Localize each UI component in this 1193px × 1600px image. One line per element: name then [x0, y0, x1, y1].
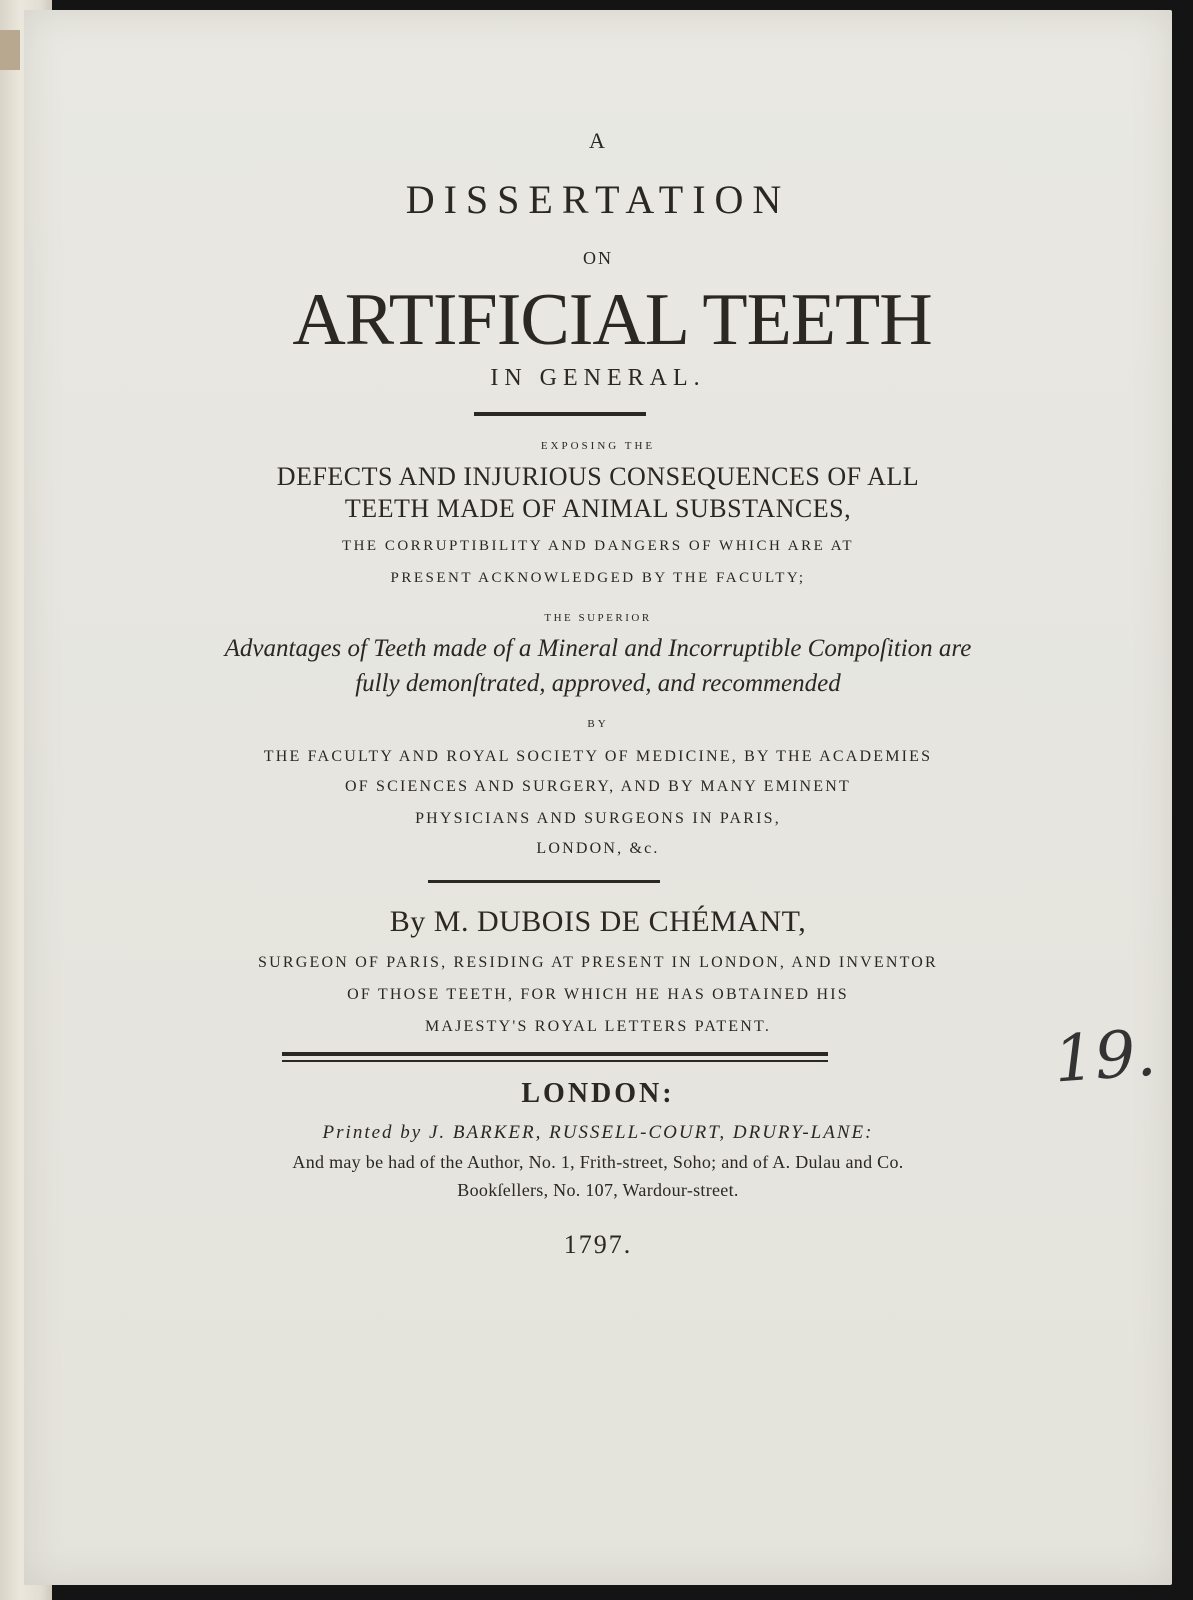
double-rule-bottom — [282, 1060, 828, 1062]
exposing-label: EXPOSING THE — [540, 440, 656, 452]
author-rule — [428, 880, 660, 883]
imprint-year: 1797. — [563, 1230, 633, 1259]
imprint-seller-2: Bookſellers, No. 107, Wardour-street. — [457, 1180, 739, 1200]
faculty-line-4: LONDON, &c. — [536, 840, 660, 857]
author-name: By M. DUBOIS DE CHÉMANT, — [389, 905, 807, 938]
title-rule — [474, 412, 646, 416]
surgeon-line-3: MAJESTY'S ROYAL LETTERS PATENT. — [424, 1018, 772, 1035]
title-on: ON — [583, 248, 613, 268]
defects-line-1: DEFECTS AND INJURIOUS CONSEQUENCES OF ALL — [276, 462, 920, 491]
title-artificial-teeth: ARTIFICIAL TEETH — [292, 279, 932, 361]
corruptibility-line-2: PRESENT ACKNOWLEDGED BY THE FACULTY; — [390, 570, 806, 586]
advantages-line-2: fully demonſtrated, approved, and recommended — [355, 670, 841, 697]
corruptibility-line-1: THE CORRUPTIBILITY AND DANGERS OF WHICH ARE AT — [341, 538, 855, 554]
title-in-general: IN GENERAL. — [490, 365, 706, 391]
superior-label: THE SUPERIOR — [544, 612, 652, 624]
advantages-line-1: Advantages of Teeth made of a Mineral and Incorruptible Compoſition are — [224, 635, 972, 662]
faculty-line-1: THE FACULTY AND ROYAL SOCIETY OF MEDICINE, BY THE ACADEMIES — [263, 748, 933, 765]
surgeon-line-2: OF THOSE TEETH, FOR WHICH HE HAS OBTAINED HIS — [347, 986, 849, 1003]
defects-line-2: TEETH MADE OF ANIMAL SUBSTANCES, — [344, 494, 852, 523]
imprint-printer: Printed by J. BARKER, RUSSELL-COURT, DRURY-LANE: — [322, 1122, 874, 1143]
binding-edge — [0, 30, 20, 70]
faculty-line-2: OF SCIENCES AND SURGERY, AND BY MANY EMINENT — [344, 778, 852, 795]
imprint-seller-1: And may be had of the Author, No. 1, Frith-street, Soho; and of A. Dulau and Co. — [292, 1152, 904, 1172]
by-label: BY — [587, 718, 609, 730]
imprint-city: LONDON: — [521, 1078, 675, 1109]
title-page — [24, 10, 1172, 1585]
handwritten-number: 19. — [1051, 1016, 1159, 1098]
double-rule-top — [282, 1052, 828, 1056]
title-dissertation: DISSERTATION — [405, 177, 791, 222]
faculty-line-3: PHYSICIANS AND SURGEONS IN PARIS, — [415, 810, 781, 827]
title-article: A — [589, 128, 607, 153]
surgeon-line-1: SURGEON OF PARIS, RESIDING AT PRESENT IN LONDON, AND INVENTOR — [258, 954, 938, 971]
